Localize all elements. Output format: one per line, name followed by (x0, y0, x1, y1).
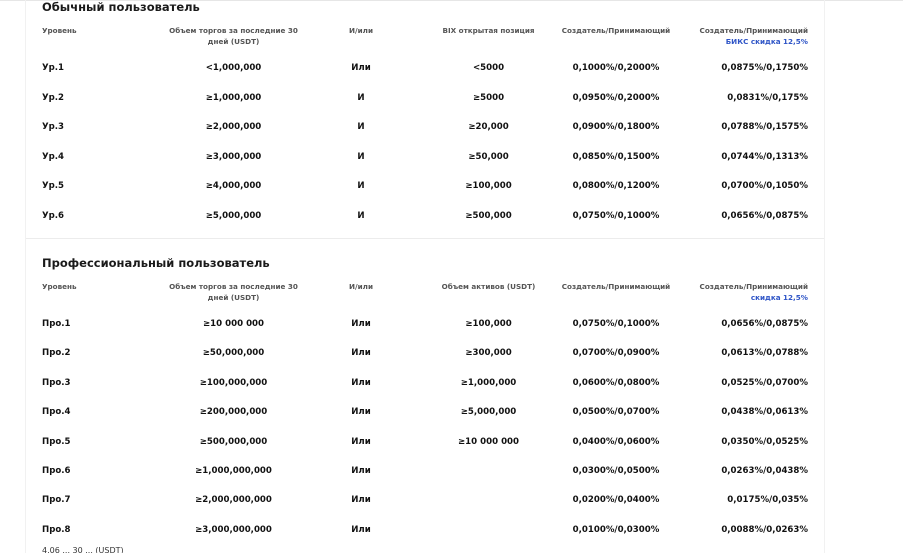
regular-row-6-volume-cell: ≥5,000,000 (205, 210, 262, 221)
regular-row-2-andor-cell: И (357, 92, 365, 103)
pro-row-3-volume-cell: ≥100,000,000 (199, 377, 268, 388)
regular-row-1-fee-discount-cell: 0,0875%/0,1750% (721, 63, 808, 73)
regular-row-4-fee-cell: 0,0850%/0,1500% (572, 151, 660, 162)
pro-row-4-fee-discount-cell: 0,0438%/0,0613% (721, 407, 808, 418)
pro-row-8-fee-cell: 0,0100%/0,0300% (572, 524, 660, 535)
pro-row-1-andor-cell: Или (351, 319, 371, 329)
pro-row-8-fee-discount-cell: 0,0088%/0,0263% (721, 524, 808, 535)
pro-row-7-andor-cell: Или (351, 495, 371, 506)
pro-section-title: Профессиональный пользователь (42, 256, 270, 270)
pro-row-5-fee-cell: 0,0400%/0,0600% (572, 436, 660, 447)
pro-row-2-fee-discount-cell: 0,0613%/0,0788% (721, 348, 808, 359)
pro-row-8-volume-cell: ≥3,000,000,000 (195, 524, 272, 535)
pro-row-6-volume-cell: ≥1,000,000,000 (195, 466, 272, 476)
regular-row-3-metric-cell: ≥20,000 (468, 122, 509, 132)
pro-row-5-level-cell: Про.5 (42, 436, 71, 447)
regular-row-3-volume-cell: ≥2,000,000 (205, 122, 262, 132)
pro-row-1-level-cell: Про.1 (42, 319, 71, 329)
pro-row-4-andor-cell: Или (351, 407, 371, 418)
regular-row-1-metric-cell: <5000 (472, 63, 505, 73)
regular-row-3-level-cell: Ур.3 (42, 122, 65, 132)
pro-row-7-level-cell: Про.7 (42, 495, 71, 506)
pro-row-2-fee-cell: 0,0700%/0,0900% (572, 348, 660, 359)
pro-row-3-level-cell: Про.3 (42, 377, 71, 388)
footer-cutoff-text: 4.06 ... 30 ... (USDT) (42, 546, 124, 553)
pro-row-5-fee-discount-cell: 0,0350%/0,0525% (721, 436, 808, 447)
regular-row-5-volume-cell: ≥4,000,000 (205, 181, 262, 191)
regular-row-5-fee-discount-cell: 0,0700%/0,1050% (721, 181, 808, 191)
regular-header-volume: Объем торгов за последние 30 дней (USDT) (169, 26, 298, 46)
regular-row-4-fee-discount-cell: 0,0744%/0,1313% (721, 151, 808, 162)
pro-row-4-volume-cell: ≥200,000,000 (199, 407, 268, 418)
pro-row-7-fee-cell: 0,0200%/0,0400% (572, 495, 660, 506)
regular-row-5-fee-cell: 0,0800%/0,1200% (572, 181, 660, 191)
regular-row-2-fee-cell: 0,0950%/0,2000% (572, 92, 660, 103)
pro-header-fee: Создатель/Принимающий (561, 282, 671, 291)
regular-row-6-fee-discount-cell: 0,0656%/0,0875% (721, 210, 808, 221)
pro-row-1-metric-cell: ≥100,000 (465, 319, 512, 329)
pro-row-7-fee-discount-cell: 0,0175%/0,035% (727, 495, 808, 506)
pro-row-1-fee-discount-cell: 0,0656%/0,0875% (721, 319, 808, 329)
pro-header-assets: Объем активов (USDT) (441, 282, 536, 291)
pro-row-2-andor-cell: Или (351, 348, 371, 359)
regular-header-fee: Создатель/Принимающий (561, 26, 671, 35)
regular-row-3-fee-cell: 0,0900%/0,1800% (572, 122, 660, 132)
regular-row-2-fee-discount-cell: 0,0831%/0,175% (727, 92, 808, 103)
regular-header-bix-position: BIX открытая позиция (442, 26, 535, 35)
regular-row-2-metric-cell: ≥5000 (472, 92, 505, 103)
regular-row-5-level-cell: Ур.5 (42, 181, 65, 191)
regular-row-2-level-cell: Ур.2 (42, 92, 65, 103)
pro-row-8-level-cell: Про.8 (42, 524, 71, 535)
pro-discount-note: скидка 12,5% (750, 293, 808, 302)
regular-row-6-metric-cell: ≥500,000 (465, 210, 512, 221)
pro-row-4-metric-cell: ≥5,000,000 (460, 407, 517, 418)
regular-row-4-andor-cell: И (357, 151, 365, 162)
regular-row-1-fee-cell: 0,1000%/0,2000% (572, 63, 660, 73)
pro-row-3-metric-cell: ≥1,000,000 (460, 377, 517, 388)
regular-row-4-metric-cell: ≥50,000 (468, 151, 509, 162)
pro-row-1-volume-cell: ≥10 000 000 (202, 319, 265, 329)
regular-row-1-volume-cell: <1,000,000 (205, 63, 262, 73)
pro-row-5-volume-cell: ≥500,000,000 (199, 436, 268, 447)
pro-row-3-fee-cell: 0,0600%/0,0800% (572, 377, 660, 388)
pro-row-1-fee-cell: 0,0750%/0,1000% (572, 319, 660, 329)
pro-row-5-metric-cell: ≥10 000 000 (457, 436, 520, 447)
regular-row-5-metric-cell: ≥100,000 (465, 181, 512, 191)
regular-row-6-andor-cell: И (357, 210, 365, 221)
pro-header-volume: Объем торгов за последние 30 дней (USDT) (169, 282, 298, 302)
regular-section-title: Обычный пользователь (42, 0, 200, 14)
regular-row-3-fee-discount-cell: 0,0788%/0,1575% (721, 122, 808, 132)
pro-row-6-fee-cell: 0,0300%/0,0500% (572, 466, 660, 476)
regular-header-level: Уровень (42, 26, 77, 35)
pro-row-3-fee-discount-cell: 0,0525%/0,0700% (721, 377, 808, 388)
pro-row-6-andor-cell: Или (351, 466, 371, 476)
pro-row-4-level-cell: Про.4 (42, 407, 71, 418)
pro-row-6-level-cell: Про.6 (42, 466, 71, 476)
pro-row-2-volume-cell: ≥50,000,000 (202, 348, 265, 359)
regular-row-3-andor-cell: И (357, 122, 365, 132)
regular-row-1-andor-cell: Или (351, 63, 371, 73)
regular-row-6-level-cell: Ур.6 (42, 210, 65, 221)
regular-header-fee-discount (700, 25, 808, 47)
pro-row-2-metric-cell: ≥300,000 (465, 348, 512, 359)
regular-row-2-volume-cell: ≥1,000,000 (205, 92, 262, 103)
pro-header-andor: И/или (349, 282, 373, 291)
regular-row-4-level-cell: Ур.4 (42, 151, 65, 162)
regular-row-4-volume-cell: ≥3,000,000 (205, 151, 262, 162)
pro-header-level: Уровень (42, 282, 77, 291)
pro-row-6-fee-discount-cell: 0,0263%/0,0438% (721, 466, 808, 476)
pro-row-8-andor-cell: Или (351, 524, 371, 535)
pro-row-3-andor-cell: Или (351, 377, 371, 388)
regular-discount-note: БИКС скидка 12,5% (725, 37, 808, 46)
pro-row-5-andor-cell: Или (351, 436, 371, 447)
fee-tables-card (25, 0, 825, 553)
regular-header-andor: И/или (349, 26, 373, 35)
section-divider (26, 238, 824, 239)
pro-header-fee-discount (700, 281, 808, 303)
pro-header-fee-discount-label: Создатель/Принимающий (699, 282, 808, 291)
regular-row-5-andor-cell: И (357, 181, 365, 191)
pro-row-7-volume-cell: ≥2,000,000,000 (195, 495, 272, 506)
regular-row-6-fee-cell: 0,0750%/0,1000% (572, 210, 660, 221)
pro-row-2-level-cell: Про.2 (42, 348, 71, 359)
regular-row-1-level-cell: Ур.1 (42, 63, 65, 73)
pro-row-4-fee-cell: 0,0500%/0,0700% (572, 407, 660, 418)
regular-header-fee-discount-label: Создатель/Принимающий (699, 26, 808, 35)
